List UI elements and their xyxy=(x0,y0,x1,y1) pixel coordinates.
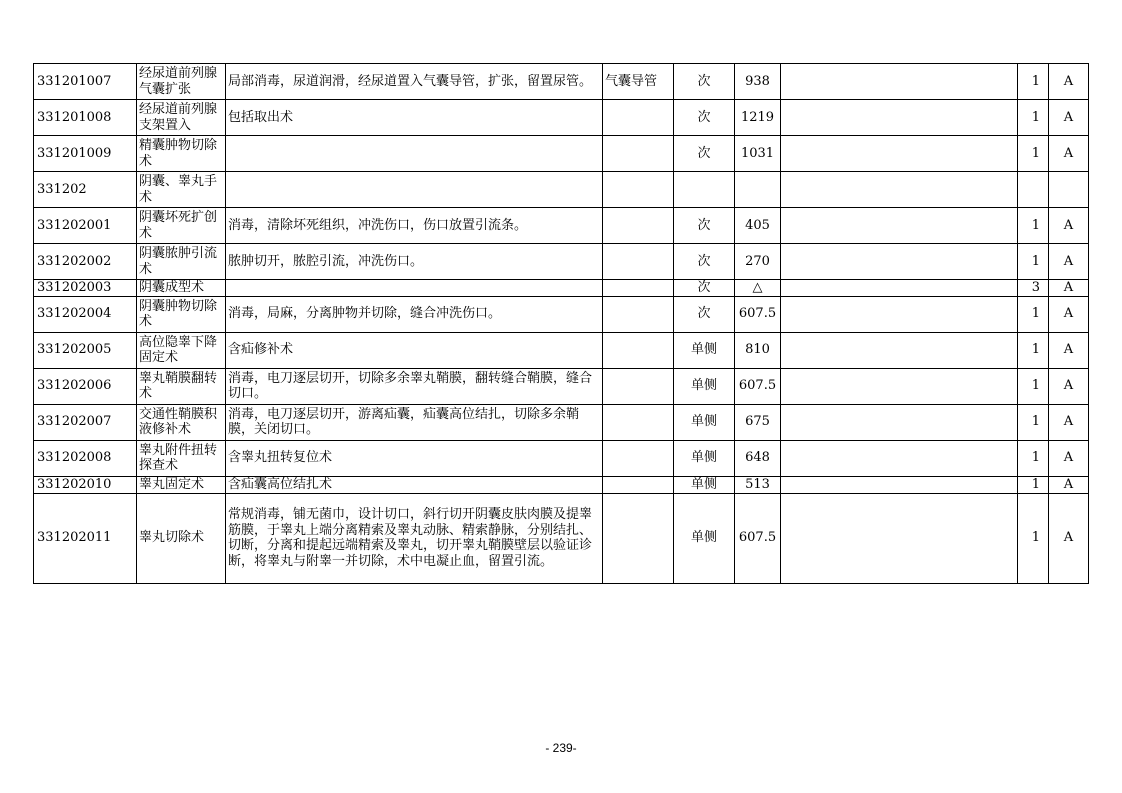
note-cell xyxy=(781,172,1018,208)
excluded-content-cell xyxy=(603,172,674,208)
unit-cell: 单侧 xyxy=(674,440,735,476)
category-cell: A xyxy=(1049,476,1089,493)
item-name-cell: 精囊肿物切除术 xyxy=(137,136,226,172)
grade-cell xyxy=(1018,172,1049,208)
item-code-cell: 331202005 xyxy=(34,332,137,368)
table-row xyxy=(34,404,1089,440)
category-cell: A xyxy=(1049,493,1089,583)
item-name-cell: 交通性鞘膜积液修补术 xyxy=(137,404,226,440)
item-content-cell: 消毒，电刀逐层切开，游离疝囊，疝囊高位结扎，切除多余鞘膜，关闭切口。 xyxy=(226,404,603,440)
item-content-cell xyxy=(226,280,603,297)
grade-cell: 1 xyxy=(1018,100,1049,136)
note-cell xyxy=(781,64,1018,100)
note-cell xyxy=(781,332,1018,368)
table-row xyxy=(34,368,1089,404)
grade-cell: 1 xyxy=(1018,244,1049,280)
item-code-cell: 331201009 xyxy=(34,136,137,172)
item-name-cell: 阴囊、睾丸手术 xyxy=(137,172,226,208)
item-code-cell: 331202004 xyxy=(34,296,137,332)
excluded-content-cell xyxy=(603,404,674,440)
price-cell: 1031 xyxy=(735,136,781,172)
unit-cell: 单侧 xyxy=(674,493,735,583)
category-cell: A xyxy=(1049,244,1089,280)
item-content-cell xyxy=(226,136,603,172)
category-cell: A xyxy=(1049,332,1089,368)
item-name-cell: 睾丸附件扭转探查术 xyxy=(137,440,226,476)
table-row xyxy=(34,280,1089,297)
grade-cell: 1 xyxy=(1018,332,1049,368)
unit-cell: 次 xyxy=(674,100,735,136)
item-code-cell: 331201007 xyxy=(34,64,137,100)
page-number: - 239- xyxy=(545,741,577,755)
table-row xyxy=(34,332,1089,368)
table-body xyxy=(34,64,1089,584)
note-cell xyxy=(781,244,1018,280)
table-row xyxy=(34,172,1089,208)
price-cell: 607.5 xyxy=(735,296,781,332)
category-cell xyxy=(1049,172,1089,208)
note-cell xyxy=(781,280,1018,297)
table-row xyxy=(34,296,1089,332)
price-cell: 648 xyxy=(735,440,781,476)
item-code-cell: 331202 xyxy=(34,172,137,208)
item-content-cell: 含睾丸扭转复位术 xyxy=(226,440,603,476)
item-code-cell: 331201008 xyxy=(34,100,137,136)
unit-cell: 单侧 xyxy=(674,476,735,493)
category-cell: A xyxy=(1049,404,1089,440)
item-content-cell: 消毒，局麻，分离肿物并切除，缝合冲洗伤口。 xyxy=(226,296,603,332)
note-cell xyxy=(781,440,1018,476)
note-cell xyxy=(781,136,1018,172)
category-cell: A xyxy=(1049,208,1089,244)
category-cell: A xyxy=(1049,280,1089,297)
item-code-cell: 331202001 xyxy=(34,208,137,244)
grade-cell: 1 xyxy=(1018,296,1049,332)
note-cell xyxy=(781,368,1018,404)
unit-cell: 次 xyxy=(674,64,735,100)
note-cell xyxy=(781,476,1018,493)
item-name-cell: 阴囊脓肿引流术 xyxy=(137,244,226,280)
note-cell xyxy=(781,493,1018,583)
item-code-cell: 331202010 xyxy=(34,476,137,493)
grade-cell: 1 xyxy=(1018,368,1049,404)
grade-cell: 1 xyxy=(1018,493,1049,583)
note-cell xyxy=(781,100,1018,136)
note-cell xyxy=(781,296,1018,332)
item-name-cell: 高位隐睾下降固定术 xyxy=(137,332,226,368)
category-cell: A xyxy=(1049,296,1089,332)
table-row xyxy=(34,244,1089,280)
price-table xyxy=(33,63,1089,584)
category-cell: A xyxy=(1049,368,1089,404)
grade-cell: 3 xyxy=(1018,280,1049,297)
grade-cell: 1 xyxy=(1018,404,1049,440)
table-row xyxy=(34,440,1089,476)
excluded-content-cell xyxy=(603,476,674,493)
grade-cell: 1 xyxy=(1018,208,1049,244)
price-cell: 675 xyxy=(735,404,781,440)
unit-cell: 单侧 xyxy=(674,404,735,440)
item-name-cell: 经尿道前列腺气囊扩张 xyxy=(137,64,226,100)
price-cell: 607.5 xyxy=(735,493,781,583)
unit-cell: 次 xyxy=(674,280,735,297)
unit-cell: 次 xyxy=(674,136,735,172)
excluded-content-cell: 气囊导管 xyxy=(603,64,674,100)
excluded-content-cell xyxy=(603,100,674,136)
grade-cell: 1 xyxy=(1018,440,1049,476)
item-content-cell: 包括取出术 xyxy=(226,100,603,136)
item-name-cell: 阴囊成型术 xyxy=(137,280,226,297)
unit-cell: 次 xyxy=(674,208,735,244)
item-content-cell: 消毒，电刀逐层切开，切除多余睾丸鞘膜，翻转缝合鞘膜，缝合切口。 xyxy=(226,368,603,404)
excluded-content-cell xyxy=(603,332,674,368)
grade-cell: 1 xyxy=(1018,64,1049,100)
item-code-cell: 331202003 xyxy=(34,280,137,297)
unit-cell: 单侧 xyxy=(674,332,735,368)
table-row xyxy=(34,208,1089,244)
item-name-cell: 阴囊坏死扩创术 xyxy=(137,208,226,244)
table-row xyxy=(34,64,1089,100)
unit-cell: 单侧 xyxy=(674,368,735,404)
price-cell: 938 xyxy=(735,64,781,100)
item-name-cell: 睾丸固定术 xyxy=(137,476,226,493)
price-cell: 270 xyxy=(735,244,781,280)
item-code-cell: 331202008 xyxy=(34,440,137,476)
item-name-cell: 经尿道前列腺支架置入 xyxy=(137,100,226,136)
category-cell: A xyxy=(1049,64,1089,100)
item-content-cell: 含疝囊高位结扎术 xyxy=(226,476,603,493)
excluded-content-cell xyxy=(603,280,674,297)
grade-cell: 1 xyxy=(1018,476,1049,493)
price-cell: △ xyxy=(735,280,781,297)
unit-cell: 次 xyxy=(674,296,735,332)
grade-cell: 1 xyxy=(1018,136,1049,172)
table-row xyxy=(34,136,1089,172)
category-cell: A xyxy=(1049,136,1089,172)
unit-cell xyxy=(674,172,735,208)
table-row xyxy=(34,493,1089,583)
item-content-cell: 消毒，清除坏死组织，冲洗伤口，伤口放置引流条。 xyxy=(226,208,603,244)
table-row xyxy=(34,476,1089,493)
item-name-cell: 阴囊肿物切除术 xyxy=(137,296,226,332)
item-content-cell: 常规消毒，铺无菌巾，设计切口，斜行切开阴囊皮肤肉膜及提睾筋膜，于睾丸上端分离精索及睾丸动脉、精索静脉，分别结扎、切断，分离和提起远端精索及睾丸，切开睾丸鞘膜壁层以验证诊断，将睾丸与附睾一并切除，术中电凝止血，留置引流。 xyxy=(226,493,603,583)
item-content-cell: 脓肿切开，脓腔引流，冲洗伤口。 xyxy=(226,244,603,280)
price-cell: 513 xyxy=(735,476,781,493)
item-code-cell: 331202002 xyxy=(34,244,137,280)
excluded-content-cell xyxy=(603,244,674,280)
excluded-content-cell xyxy=(603,440,674,476)
unit-cell: 次 xyxy=(674,244,735,280)
price-cell: 405 xyxy=(735,208,781,244)
item-content-cell: 局部消毒，尿道润滑，经尿道置入气囊导管，扩张，留置尿管。 xyxy=(226,64,603,100)
price-cell xyxy=(735,172,781,208)
item-code-cell: 331202007 xyxy=(34,404,137,440)
excluded-content-cell xyxy=(603,296,674,332)
item-name-cell: 睾丸鞘膜翻转术 xyxy=(137,368,226,404)
price-cell: 810 xyxy=(735,332,781,368)
note-cell xyxy=(781,404,1018,440)
table-row xyxy=(34,100,1089,136)
item-content-cell: 含疝修补术 xyxy=(226,332,603,368)
category-cell: A xyxy=(1049,100,1089,136)
category-cell: A xyxy=(1049,440,1089,476)
excluded-content-cell xyxy=(603,493,674,583)
item-code-cell: 331202011 xyxy=(34,493,137,583)
excluded-content-cell xyxy=(603,208,674,244)
excluded-content-cell xyxy=(603,368,674,404)
price-cell: 607.5 xyxy=(735,368,781,404)
price-cell: 1219 xyxy=(735,100,781,136)
item-content-cell xyxy=(226,172,603,208)
note-cell xyxy=(781,208,1018,244)
item-code-cell: 331202006 xyxy=(34,368,137,404)
item-name-cell: 睾丸切除术 xyxy=(137,493,226,583)
excluded-content-cell xyxy=(603,136,674,172)
